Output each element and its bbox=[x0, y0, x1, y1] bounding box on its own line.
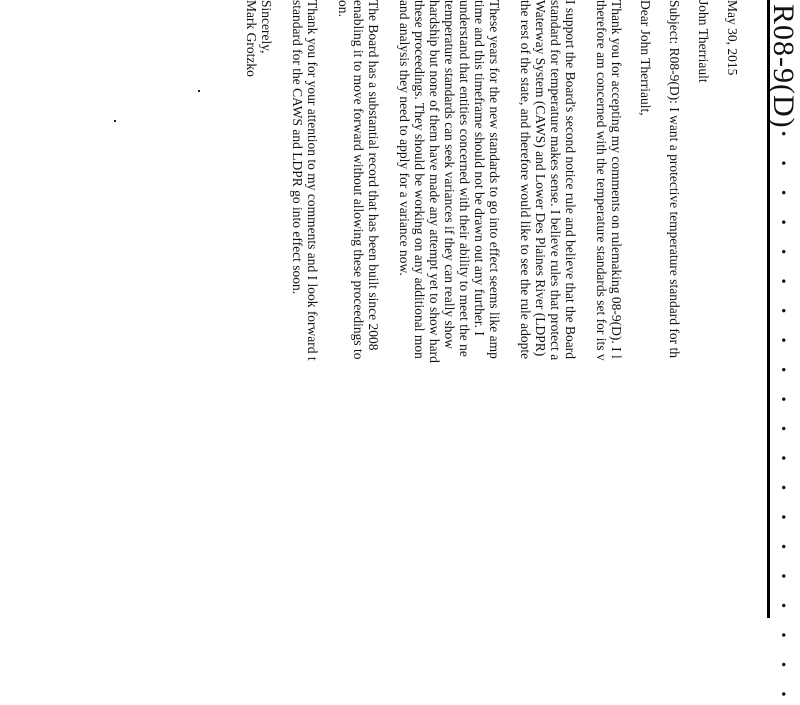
paragraph-line: understand that entities concerned with their ability to meet the ne bbox=[457, 0, 472, 357]
paragraph-line: standard for temperature makes sense. I believe rules that protect a bbox=[548, 0, 563, 361]
paragraph-line: temperature standards can seek variances if they can really show bbox=[442, 0, 457, 349]
header-rule bbox=[767, 0, 770, 618]
letter-closing: Sincerely, bbox=[259, 0, 274, 54]
paragraph-line: on. bbox=[336, 0, 351, 17]
paragraph bbox=[518, 0, 578, 660]
scan-speck bbox=[114, 120, 116, 122]
letter-recipient: John Therriault bbox=[696, 0, 711, 83]
paragraph-line: Thank you for accepting my comments on rulemaking 08-9(D). I l bbox=[609, 0, 624, 359]
paragraph-line: therefore am concerned with the temperature standards set for its v bbox=[594, 0, 609, 361]
paragraph-line: these proceedings. They should be working on any additional mon bbox=[412, 0, 427, 359]
paragraph-line: standard for the CAWS and LDPR go into effect soon. bbox=[290, 0, 305, 295]
letter-signature: Mark Grotzko bbox=[244, 0, 259, 77]
docket-number: R08-9(D)· · · · · · · · · · · · · · · · · · · · bbox=[767, 4, 800, 705]
paragraph bbox=[336, 0, 381, 660]
paragraph-line: The Board has a substantial record that has been built since 2008 bbox=[366, 0, 381, 351]
paragraph-line: I support the Board's second notice rule and believe that the Board bbox=[563, 0, 578, 359]
paragraph-line: time and this timeframe should not be drawn out any further. I bbox=[472, 0, 487, 336]
header-dots: · · · · · · · · · · · · · · · · · · · · bbox=[767, 128, 800, 705]
letter-salutation: Dear John Therriault, bbox=[638, 0, 653, 116]
paragraph-line: and analysis they need to apply for a variance now. bbox=[397, 0, 412, 276]
paragraph-line: These years for the new standards to go into effect seems like amp bbox=[487, 0, 502, 359]
letter-subject: Subject: R08-9(D): I want a protective temperature standard for th bbox=[667, 0, 682, 359]
paragraph-line: enabling it to move forward without allowing these proceedings to bbox=[351, 0, 366, 360]
scan-speck bbox=[198, 90, 200, 92]
paragraph bbox=[397, 0, 502, 660]
paragraph-line: Thank you for your attention to my comments and I look forward t bbox=[305, 0, 320, 361]
paragraph bbox=[290, 0, 320, 660]
paragraph-line: the rest of the state, and therefore would like to see the rule adopte bbox=[518, 0, 533, 360]
paragraph bbox=[594, 0, 624, 660]
letter-body bbox=[230, 0, 740, 660]
paragraph-line: hardship but none of them have made any attempt yet to show hard bbox=[427, 0, 442, 363]
letter-date: May 30, 2015 bbox=[725, 0, 740, 76]
paragraph-line: Waterway System (CAWS) and Lower Des Plaines River (LDPR) bbox=[533, 0, 548, 357]
